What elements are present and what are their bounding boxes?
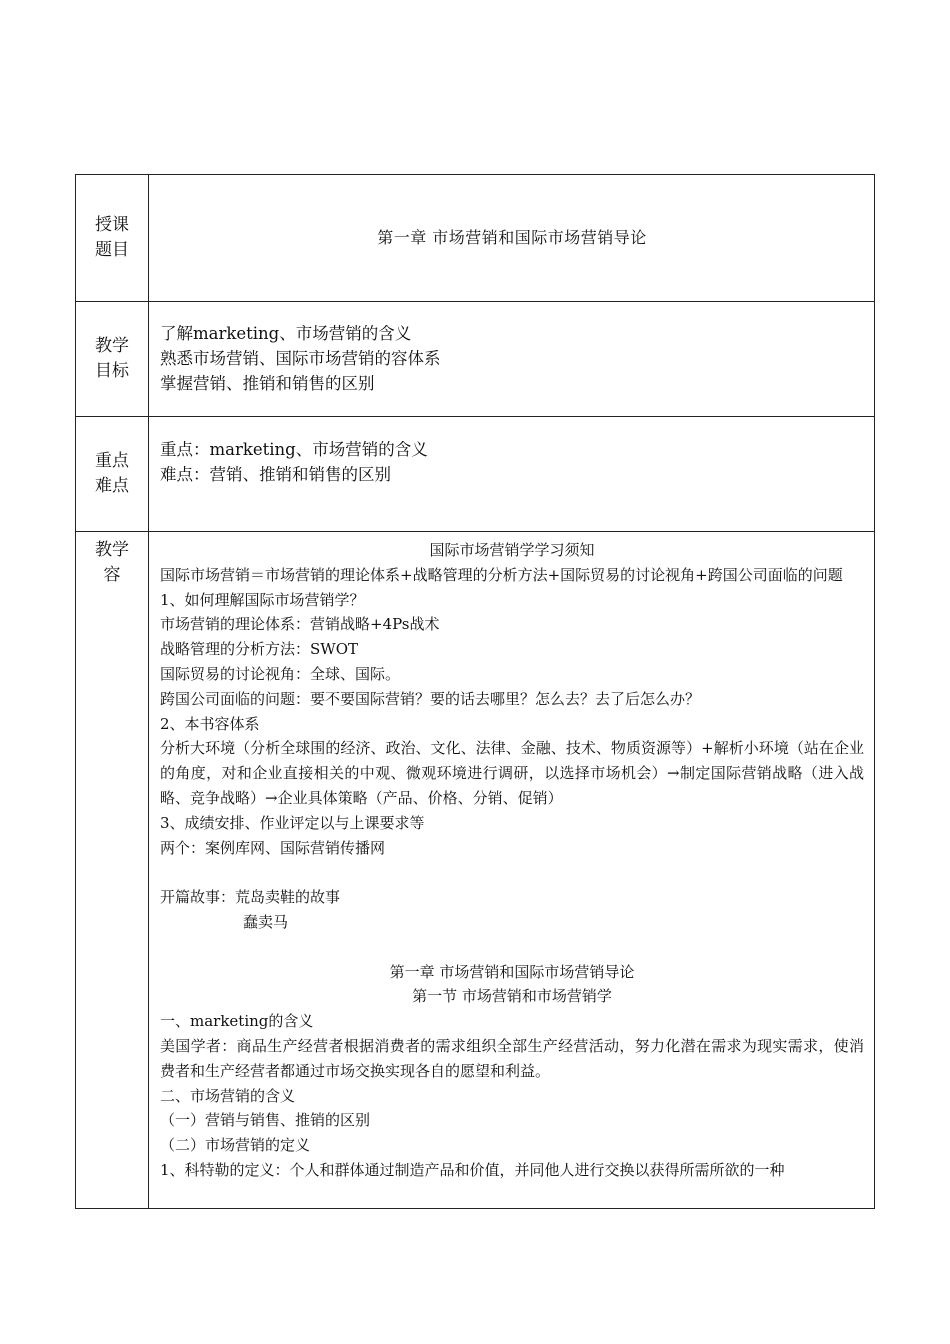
story-line: 开篇故事：荒岛卖鞋的故事 <box>160 888 341 907</box>
row-key-difficult-points <box>76 417 874 532</box>
objective-line: 了解marketing、市场营销的含义 <box>160 324 412 343</box>
blank-line <box>160 935 864 960</box>
objective-line: 掌握营销、推销和销售的区别 <box>160 374 375 393</box>
keypoints-cell <box>149 417 874 531</box>
objective-line: 熟悉市场营销、国际市场营销的容体系 <box>160 349 441 368</box>
course-title-text: 第一章 市场营销和国际市场营销导论 <box>377 227 647 247</box>
objectives-cell <box>149 302 874 416</box>
content-line: 战略管理的分析方法：SWOT <box>160 640 358 659</box>
row-teaching-objectives <box>76 302 874 417</box>
blank-line <box>160 860 864 885</box>
row-course-title <box>76 175 874 302</box>
content-heading: 国际市场营销学学习须知 <box>429 541 595 559</box>
label-teaching-objectives: 教学目标 <box>76 302 149 416</box>
content-line: 二、市场营销的含义 <box>160 1086 296 1105</box>
content-paragraph: 分析大环境（分析全球围的经济、政治、文化、法律、金融、技术、物质资源等）+解析小环境（站在企业的角度，对和企业直接相关的中观、微观环境进行调研，以选择市场机会）→制定国际营销战略（进入战略、竞争战略）→企业具体策略（产品、价格、分销、促销） <box>160 739 864 807</box>
content-line: 1、如何理解国际市场营销学？ <box>160 590 365 609</box>
content-line: 跨国公司面临的问题：要不要国际营销？要的话去哪里？怎么去？去了后怎么办？ <box>160 689 701 708</box>
content-line: 两个：案例库网、国际营销传播网 <box>160 838 386 857</box>
keypoint-line: 难点：营销、推销和销售的区别 <box>160 465 391 484</box>
chapter-title: 第一章 市场营销和国际市场营销导论 <box>389 962 635 981</box>
label-key-difficult-points: 重点难点 <box>76 417 149 531</box>
story-line: 蠢卖马 <box>243 912 289 931</box>
content-line: 一、marketing的含义 <box>160 1012 314 1031</box>
content-paragraph: 国际市场营销＝市场营销的理论体系+战略管理的分析方法+国际贸易的讨论视角+跨国公司面临的问题 <box>160 565 843 584</box>
section-title: 第一节 市场营销和市场营销学 <box>412 987 612 1006</box>
content-line: 国际贸易的讨论视角：全球、国际。 <box>160 664 401 683</box>
content-line: （一）营销与销售、推销的区别 <box>160 1111 371 1130</box>
content-paragraph: 美国学者：商品生产经营者根据消费者的需求组织全部生产经营活动，努力化潜在需求为现实需求，使消费者和生产经营者都通过市场交换实现各自的愿望和利益。 <box>160 1036 864 1080</box>
label-teaching-content: 教学容 <box>76 532 149 1208</box>
teaching-content-cell <box>149 532 874 1208</box>
content-line: （二）市场营销的定义 <box>160 1136 311 1155</box>
lesson-plan-table <box>75 174 875 1209</box>
content-line: 3、成绩安排、作业评定以与上课要求等 <box>160 813 425 832</box>
keypoint-line: 重点：marketing、市场营销的含义 <box>160 440 428 459</box>
label-course-title: 授课题目 <box>76 175 149 301</box>
content-line: 2、本书容体系 <box>160 714 260 733</box>
content-line: 市场营销的理论体系：营销战略+4Ps战术 <box>160 615 440 634</box>
row-teaching-content <box>76 532 874 1208</box>
content-line: 1、科特勒的定义：个人和群体通过制造产品和价值，并同他人进行交换以获得所需所欲的一种 <box>160 1160 785 1179</box>
